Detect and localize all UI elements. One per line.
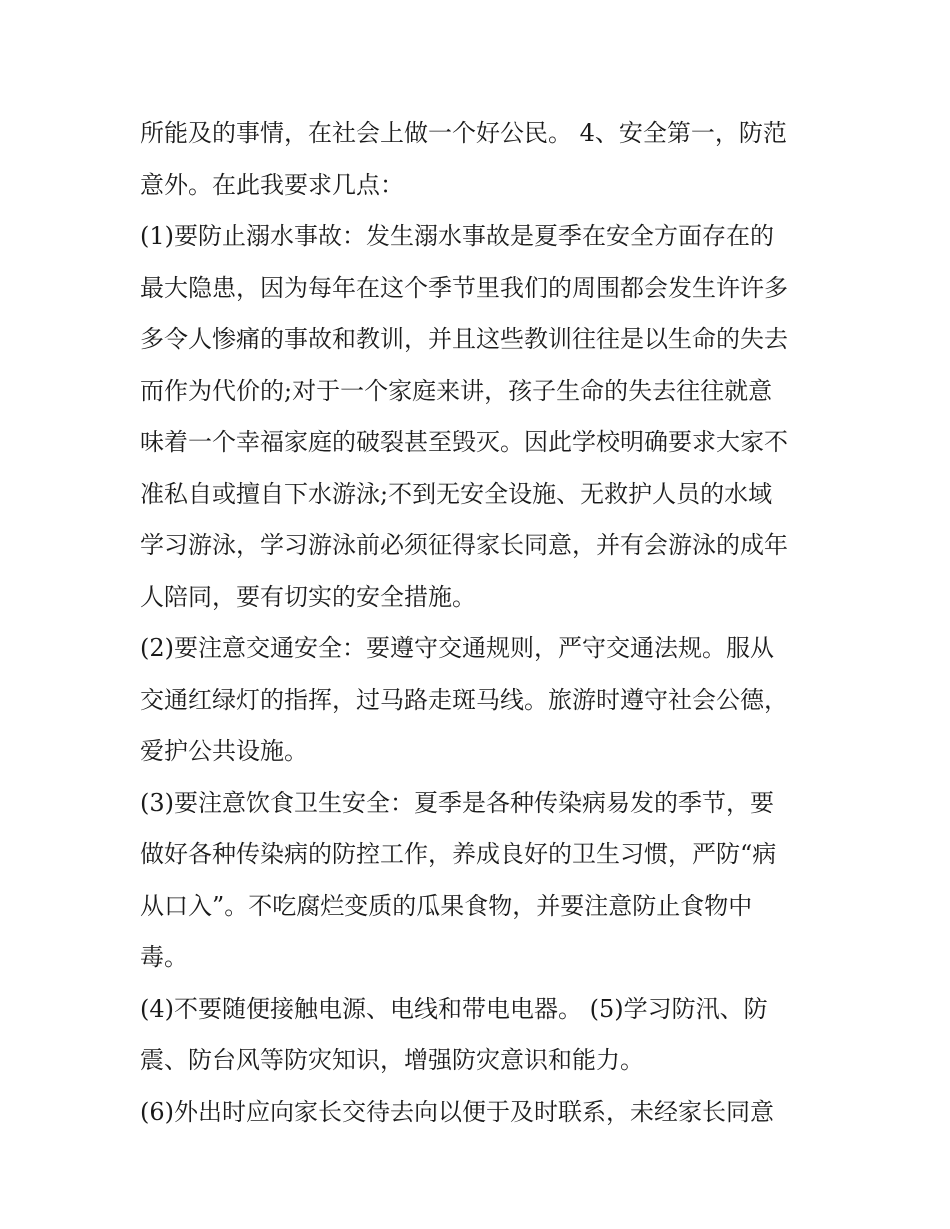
text-line: 从口入”。不吃腐烂变质的瓜果食物，并要注意防止食物中	[140, 891, 753, 920]
text-line: (2)要注意交通安全：要遵守交通规则，严守交通法规。服从	[140, 634, 774, 662]
text-line: 味着一个幸福家庭的破裂甚至毁灭。因此学校明确要求大家不	[140, 428, 788, 456]
text-line: (4)不要随便接触电源、电线和带电电器。 (5)学习防汛、防	[140, 994, 768, 1023]
text-line: 准私自或擅自下水游泳;不到无安全设施、无救护人员的水域	[140, 479, 773, 508]
text-line: 意外。在此我要求几点：	[140, 170, 404, 199]
body-text	[140, 108, 830, 1138]
text-line: (1)要防止溺水事故：发生溺水事故是夏季在安全方面存在的	[140, 222, 774, 250]
text-line: 而作为代价的;对于一个家庭来讲，孩子生命的失去往往就意	[140, 376, 773, 405]
text-line: 毒。	[140, 943, 188, 971]
text-line: 多令人惨痛的事故和教训，并且这些教训往往是以生命的失去	[140, 325, 788, 353]
text-line: 爱护公共设施。	[140, 737, 308, 765]
text-line: 学习游泳，学习游泳前必须征得家长同意，并有会游泳的成年	[140, 531, 788, 559]
text-line: 人陪同，要有切实的安全措施。	[140, 582, 476, 611]
text-line: 所能及的事情，在社会上做一个好公民。 4、安全第一，防范	[140, 119, 787, 147]
text-line: (3)要注意饮食卫生安全：夏季是各种传染病易发的季节，要	[140, 788, 774, 817]
text-line: 震、防台风等防灾知识，增强防灾意识和能力。	[140, 1046, 644, 1074]
text-line: 最大隐患，因为每年在这个季节里我们的周围都会发生许许多	[140, 273, 788, 302]
text-line: 做好各种传染病的防控工作，养成良好的卫生习惯，严防“病	[140, 840, 777, 868]
text-line: 交通红绿灯的指挥，过马路走斑马线。旅游时遵守社会公德，	[140, 685, 788, 714]
text-line: (6)外出时应向家长交待去向以便于及时联系，未经家长同意	[140, 1097, 774, 1126]
